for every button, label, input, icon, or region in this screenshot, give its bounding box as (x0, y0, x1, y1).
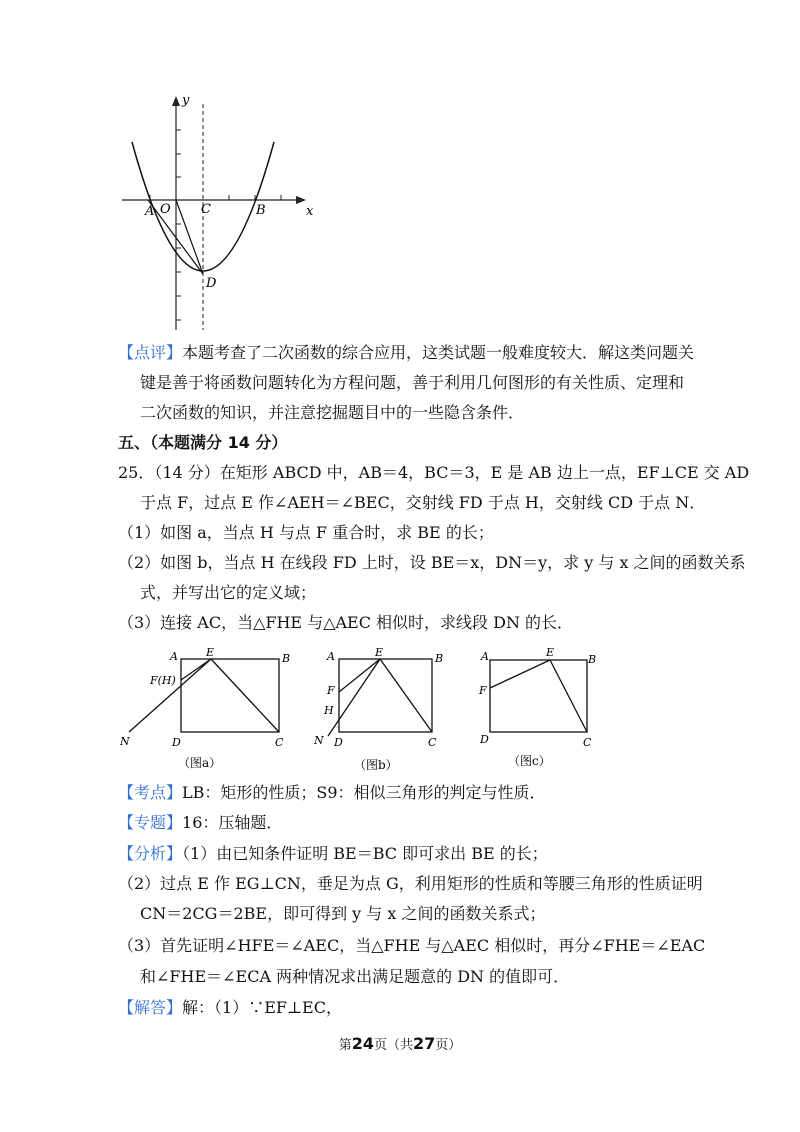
fig-a-A: A (170, 650, 178, 663)
fenxi-line-1: 【分析】（1）由已知条件证明 BE＝BC 即可求出 BE 的长； (118, 844, 548, 863)
question-2b: 式，并写出它的定义域； (140, 583, 317, 602)
label-y: y (182, 93, 190, 108)
label-D: D (206, 276, 217, 291)
fig-c-caption: （图c） (508, 754, 551, 768)
comment-tag: 【点评】 (118, 343, 183, 362)
fig-a-B: B (282, 652, 291, 665)
fenxi-tag: 【分析】 (118, 844, 183, 863)
label-O: O (160, 202, 171, 217)
zhuanti-line: 【专题】16：压轴题． (118, 813, 283, 832)
fig-b-E: E (375, 646, 384, 659)
fenxi-line-4: （3）首先证明∠HFE＝∠AEC，当△FHE 与△AEC 相似时，再分∠FHE＝∠EAC (118, 936, 706, 955)
comment-line-1: 【点评】本题考查了二次函数的综合应用，这类试题一般难度较大．解这类问题关 (118, 343, 695, 362)
fig-c-F: F (479, 684, 487, 697)
x-axis-arrow (296, 196, 306, 204)
label-x: x (306, 204, 314, 219)
fig-b-caption: （图b） (354, 758, 398, 772)
rectangle-figures (110, 645, 620, 775)
kaodian-tag: 【考点】 (118, 783, 183, 802)
page-total: 27 (413, 1034, 436, 1053)
zhuanti-tag: 【专题】 (118, 813, 183, 832)
figure-b (328, 659, 432, 736)
y-ticks (176, 130, 181, 320)
fig-b-B: B (435, 652, 444, 665)
fig-b-D: D (334, 736, 343, 749)
fig-b-A: A (327, 650, 335, 663)
question-2a: （2）如图 b，当点 H 在线段 FD 上时，设 BE＝x，DN＝y，求 y 与 x 之间的函数关系 (118, 553, 746, 572)
comment-line-3: 二次函数的知识，并注意挖掘题目中的一些隐含条件． (140, 403, 525, 422)
label-B: B (256, 203, 266, 218)
jieda-line: 【解答】解：（1）∵EF⊥EC， (118, 998, 342, 1017)
page-footer: 第24页（共27页） (338, 1034, 462, 1053)
parabola-figure (110, 88, 330, 333)
comment-line-2: 键是善于将函数问题转化为方程问题，善于利用几何图形的有关性质、定理和 (140, 373, 685, 392)
fig-c-A: A (481, 650, 489, 663)
label-A: A (145, 204, 155, 219)
fig-c-B: B (588, 653, 597, 666)
fig-c-D: D (480, 733, 489, 746)
kaodian-line: 【考点】LB：矩形的性质；S9：相似三角形的判定与性质． (118, 783, 546, 802)
fig-b-H: H (324, 704, 334, 717)
question-3: （3）连接 AC，当△FHE 与△AEC 相似时，求线段 DN 的长． (118, 613, 574, 632)
y-axis-arrow (172, 96, 180, 106)
fig-a-E: E (206, 646, 215, 659)
fenxi-line-3: CN＝2CG＝2BE，即可得到 y 与 x 之间的函数关系式； (140, 904, 546, 923)
fig-b-N: N (314, 734, 324, 747)
fig-a-FH: F(H) (150, 674, 176, 687)
label-C: C (201, 202, 211, 217)
fig-a-N: N (120, 735, 130, 748)
fig-c-C: C (583, 736, 592, 749)
figure-a (129, 659, 279, 732)
fig-a-D: D (172, 736, 181, 749)
fenxi-line-2: （2）过点 E 作 EG⊥CN，垂足为点 G，利用矩形的性质和等腰三角形的性质证明 (118, 874, 703, 893)
problem-line-2: 于点 F，过点 E 作∠AEH＝∠BEC，交射线 FD 于点 H，交射线 CD 于点 N． (140, 493, 706, 512)
fig-c-E: E (546, 646, 555, 659)
jieda-tag: 【解答】 (118, 998, 183, 1017)
x-ticks (150, 195, 281, 200)
segment-OD (176, 200, 203, 274)
question-1: （1）如图 a，当点 H 与点 F 重合时，求 BE 的长； (118, 523, 494, 542)
problem-line-1: 25．（14 分）在矩形 ABCD 中，AB＝4，BC＝3，E 是 AB 边上一点，EF⊥CE 交 AD (118, 463, 750, 482)
section-title: 五、（本题满分 14 分） (118, 433, 288, 452)
figure-c (490, 660, 587, 732)
fig-b-F: F (327, 684, 335, 697)
fig-b-C: C (428, 736, 437, 749)
fenxi-line-5: 和∠FHE＝∠ECA 两种情况求出满足题意的 DN 的值即可． (140, 967, 570, 986)
fig-a-C: C (275, 736, 284, 749)
fig-a-caption: （图a） (178, 756, 222, 770)
page-number: 24 (351, 1034, 374, 1053)
